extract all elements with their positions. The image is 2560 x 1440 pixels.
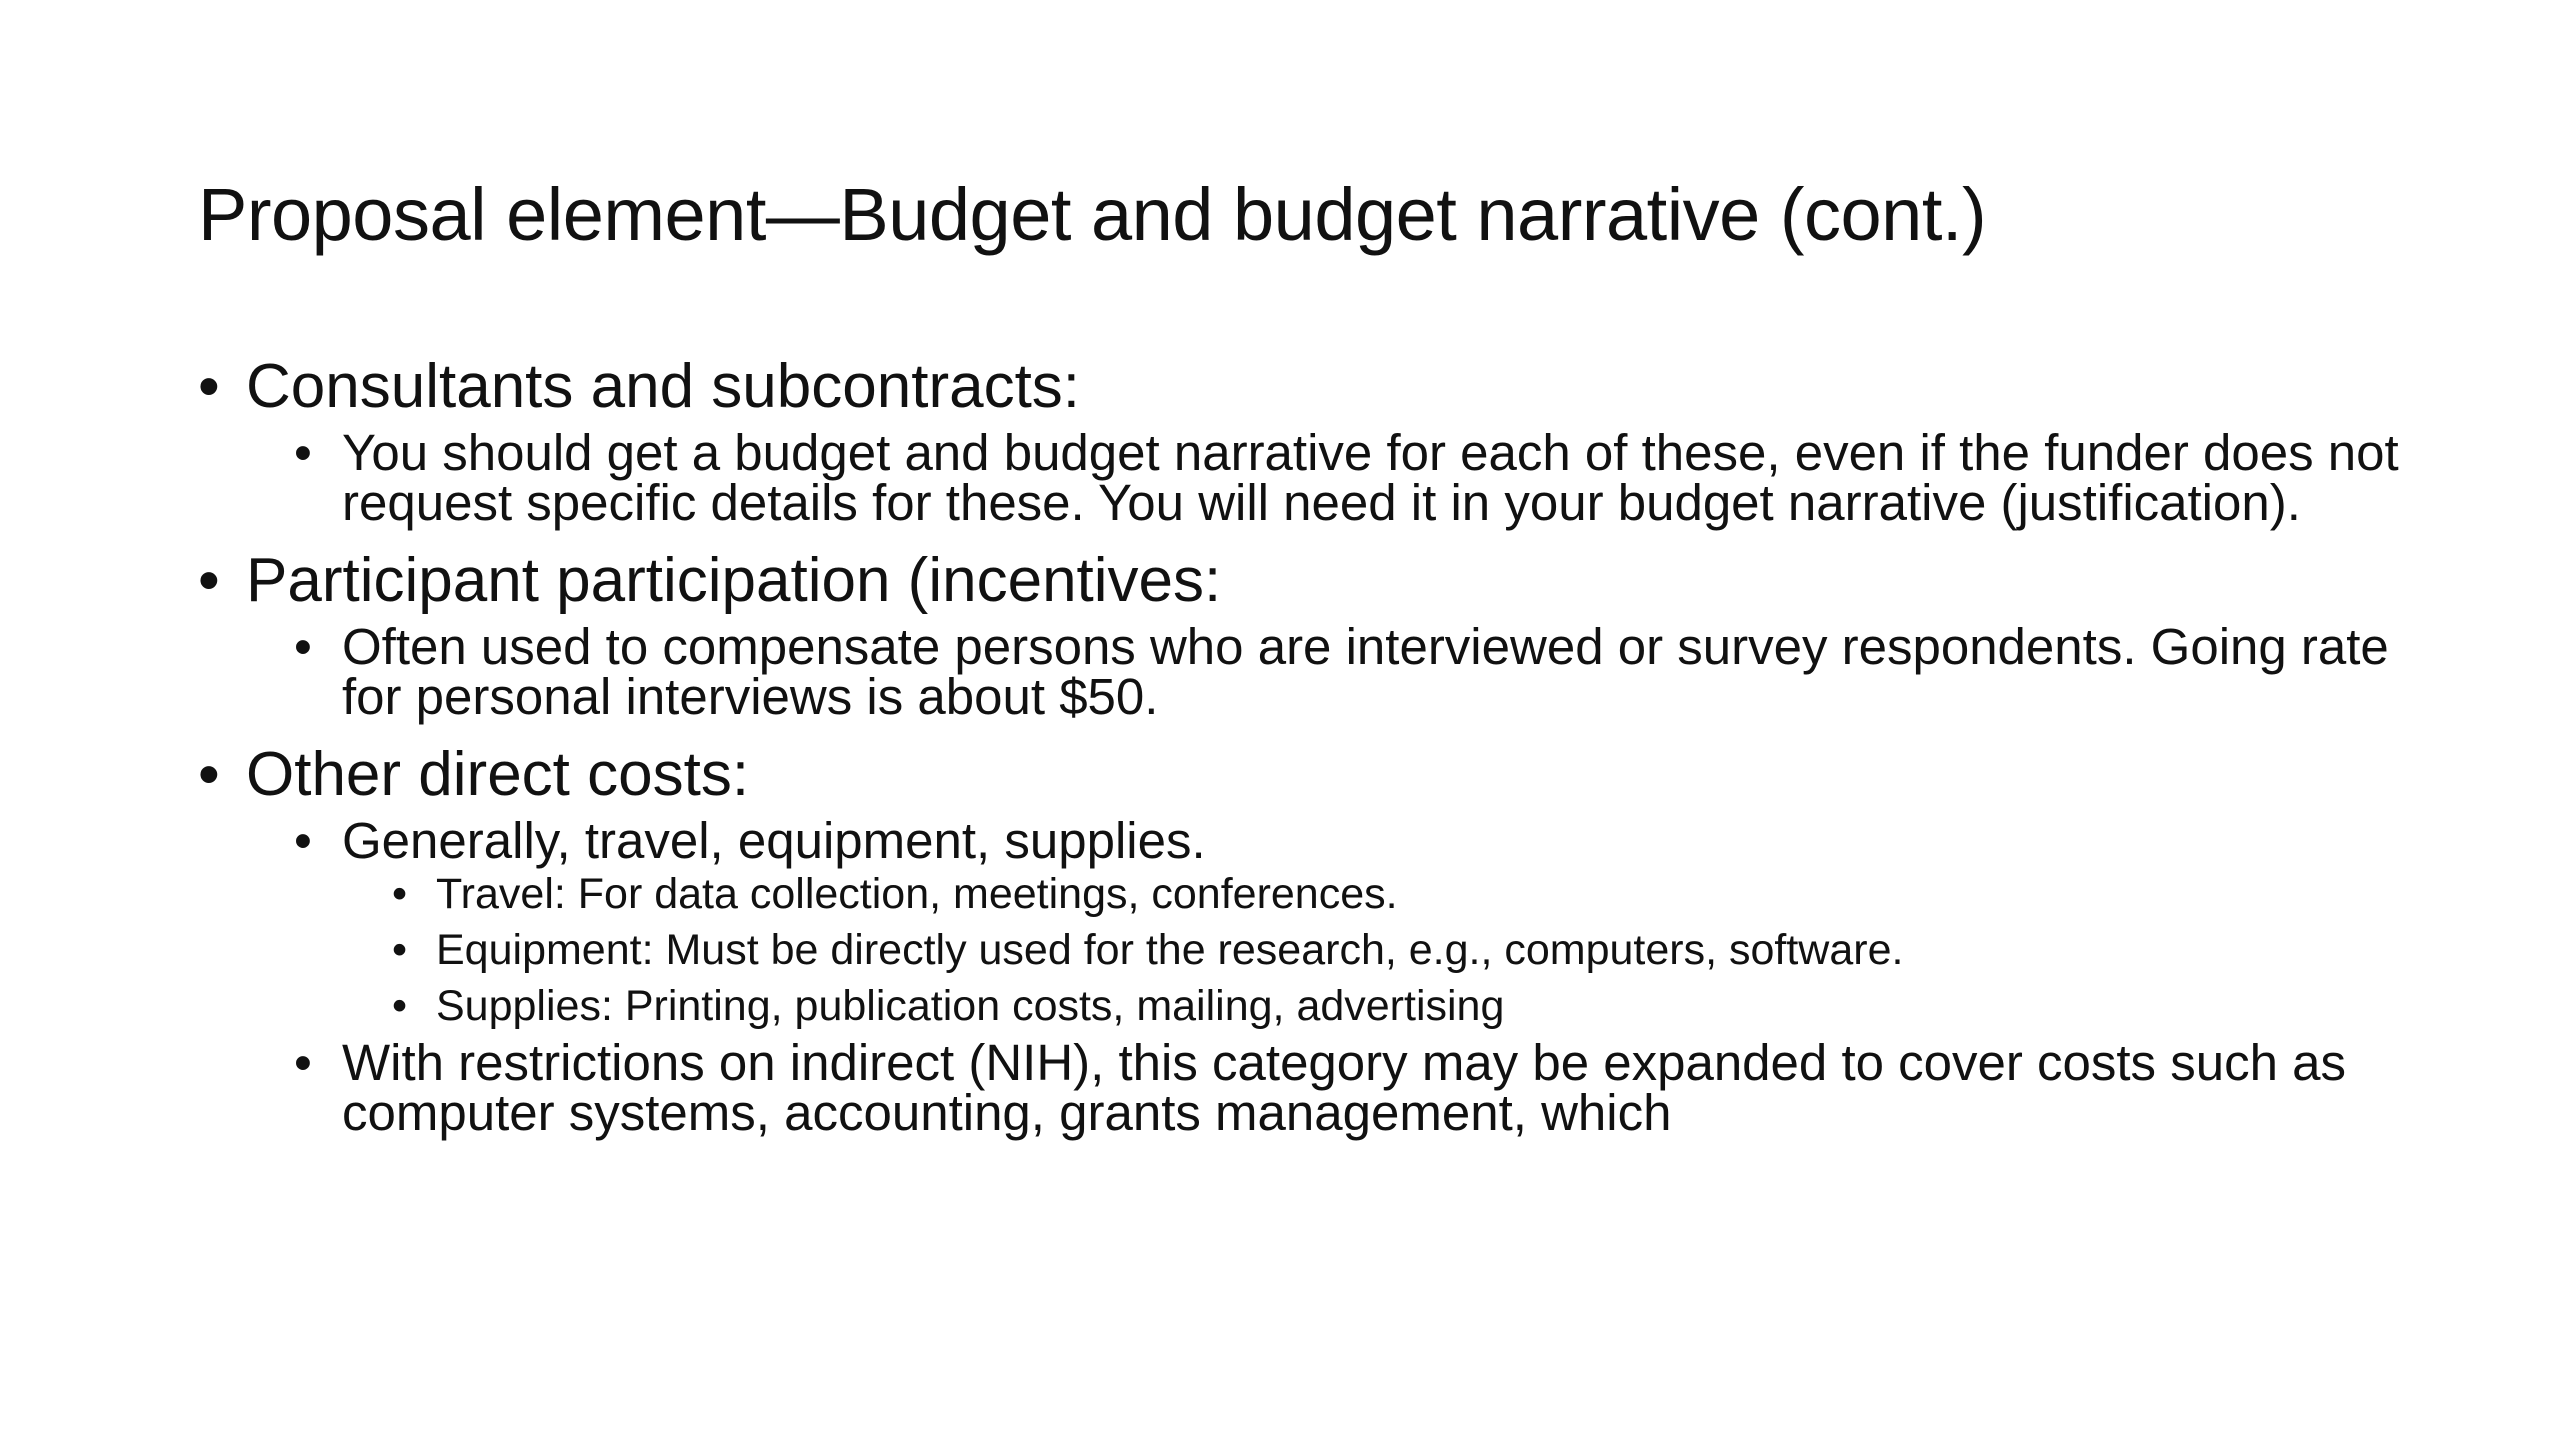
sub-bullet-consultants-budget [294,424,2458,531]
bullet-consultants [198,350,2458,424]
bullet-text: With restrictions on indirect (NIH), this category may be expanded to cover costs such as computer systems, accounting, grants management, which [342,1034,2346,1141]
sub-sub-bullet-supplies [392,978,2458,1034]
bullet-participant-participation [198,544,2458,618]
bullet-other-direct-costs [198,738,2458,812]
bullet-text: Travel: For data collection, meetings, conferences. [436,870,1398,918]
bullet-dot-icon: • [392,982,408,1030]
bullet-dot-icon: • [198,546,220,615]
slide-body [198,350,2458,1141]
bullet-dot-icon: • [294,1034,312,1091]
bullet-dot-icon: • [294,618,312,675]
sub-sub-bullet-equipment [392,922,2458,978]
sub-sub-bullet-travel [392,866,2458,922]
bullet-text: Equipment: Must be directly used for the research, e.g., computers, software. [436,926,1904,974]
bullet-text: Participant participation (incentives: [246,546,1222,615]
bullet-dot-icon: • [198,740,220,809]
bullet-text: Consultants and subcontracts: [246,352,1081,421]
sub-bullet-participant-compensation [294,618,2458,725]
bullet-dot-icon: • [392,926,408,974]
sub-bullet-generally [294,812,2458,869]
bullet-text: Generally, travel, equipment, supplies. [342,812,1206,869]
bullet-dot-icon: • [294,812,312,869]
bullet-text: Other direct costs: [246,740,750,809]
bullet-dot-icon: • [198,352,220,421]
slide-title: Proposal element—Budget and budget narrative (cont.) [198,173,1987,256]
sub-bullet-nih-restrictions [294,1034,2458,1141]
bullet-text: You should get a budget and budget narrative for each of these, even if the funder does not request specific details for these. You will need it in your budget narrative (justification). [342,424,2399,531]
bullet-text: Supplies: Printing, publication costs, mailing, advertising [436,982,1505,1030]
bullet-dot-icon: • [392,870,408,918]
bullet-dot-icon: • [294,424,312,481]
bullet-text: Often used to compensate persons who are interviewed or survey respondents. Going rate for personal interviews is about $50. [342,618,2389,725]
